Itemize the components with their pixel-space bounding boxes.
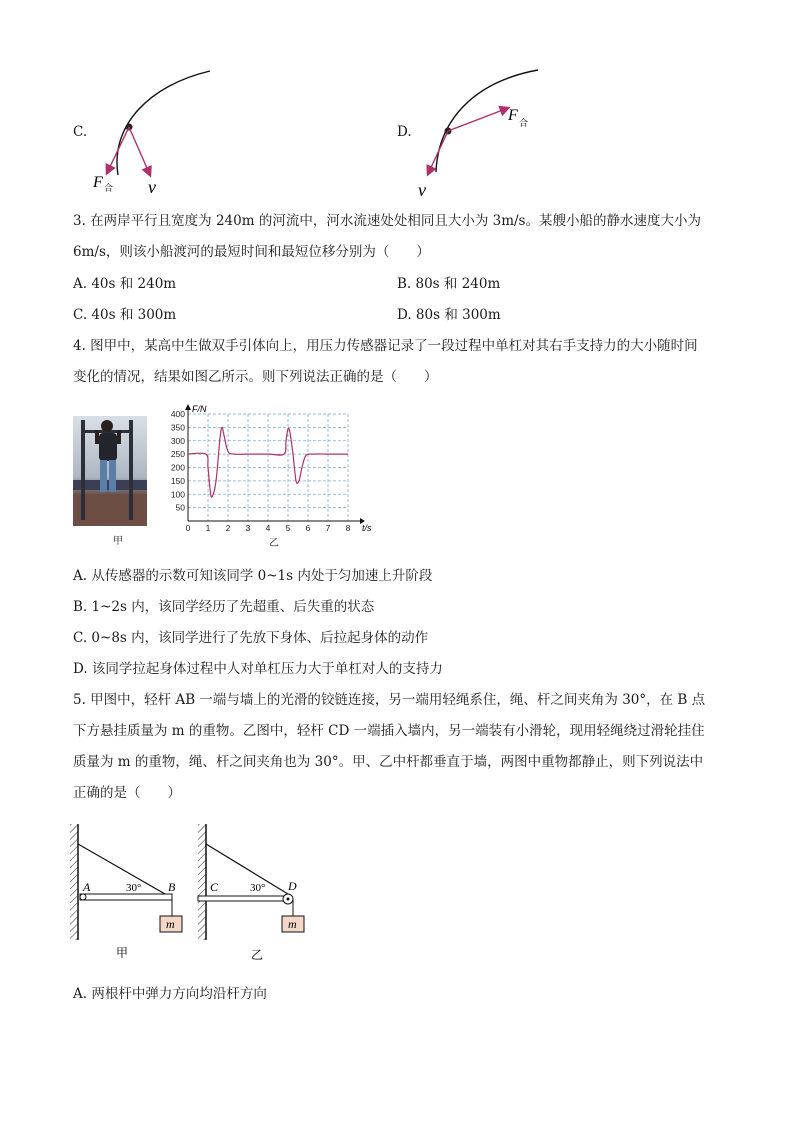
q4-stem-line1: 4. 图甲中，某高中生做双手引体向上，用压力传感器记录了一段过程中单杠对其右手支持力的大小随时间 xyxy=(73,338,698,354)
force-label-sub: 合 xyxy=(104,183,114,193)
option-c-label: C. xyxy=(73,124,88,140)
mass-label: m xyxy=(166,917,175,931)
q3-stem-line1: 3. 在两岸平行且宽度为 240m 的河流中，河水流速处处相同且大小为 3m/s。某艘小船的静水速度大小为 xyxy=(73,213,701,229)
force-label: F xyxy=(93,174,103,191)
x-tick-label: 4 xyxy=(265,523,271,533)
q4-option-c: C. 0~8s 内，该同学进行了先放下身体、后拉起身体的动作 xyxy=(73,630,429,646)
velocity-label: v xyxy=(148,177,156,195)
force-arrow xyxy=(107,127,129,173)
wall-hatch xyxy=(70,824,78,940)
chart-caption: 乙 xyxy=(269,538,279,549)
pullup-photo xyxy=(73,416,147,526)
q3-option-c: C. 40s 和 300m xyxy=(73,307,177,323)
q5-stem-line1: 5. 甲图中，轻杆 AB 一端与墙上的光滑的铰链连接，另一端用轻绳系住，绳、杆之间夹角为 30°，在 B 点 xyxy=(73,692,706,708)
rope xyxy=(78,844,172,898)
rope xyxy=(206,844,288,894)
pulley-axle xyxy=(287,898,290,901)
force-time-chart xyxy=(164,404,384,536)
y-tick-label: 250 xyxy=(170,449,185,460)
chart-axes xyxy=(185,404,365,524)
velocity-arrow xyxy=(428,131,448,174)
q4-option-b: B. 1~2s 内，该同学经历了先超重、后失重的状态 xyxy=(73,599,375,615)
q3-option-a: A. 40s 和 240m xyxy=(73,276,177,292)
wall-hatch xyxy=(198,824,206,940)
force-arrow xyxy=(448,108,508,131)
velocity-label: v xyxy=(418,180,426,200)
trajectory-curve xyxy=(117,71,210,175)
x-tick-label: 5 xyxy=(285,523,291,533)
q5-stem-line4: 正确的是（ ） xyxy=(73,785,181,801)
figure-jia xyxy=(68,820,188,970)
q5-stem-line2: 下方悬挂质量为 m 的重物。乙图中，轻杆 CD 一端插入墙内，另一端装有小滑轮，现用轻绳绕过滑轮挂住 xyxy=(73,723,705,739)
q3-option-b: B. 80s 和 240m xyxy=(397,276,501,292)
option-d-label: D. xyxy=(397,124,412,140)
rod-cd xyxy=(198,896,288,901)
rod-ab xyxy=(80,894,172,900)
y-tick-label: 50 xyxy=(175,502,185,513)
q5-stem-line3: 质量为 m 的重物，绳、杆之间夹角也为 30°。甲、乙中杆都垂直于墙，两图中重物都静止，则下列说法中 xyxy=(73,754,704,770)
q4-stem-line2: 变化的情况，结果如图乙所示。则下列说法正确的是（ ） xyxy=(73,369,438,385)
option-d-figure xyxy=(412,62,562,202)
y-axis-label: F/N xyxy=(192,404,207,414)
y-tick-label: 150 xyxy=(170,475,185,486)
force-label-sub: 合 xyxy=(519,118,529,128)
x-tick-label: 6 xyxy=(305,523,311,533)
chart-grid xyxy=(188,414,348,521)
angle-label: 30° xyxy=(126,882,142,894)
point-d-label: D xyxy=(288,879,297,893)
y-tick-label: 300 xyxy=(170,435,185,446)
q3-option-d: D. 80s 和 300m xyxy=(397,307,501,323)
mass-label: m xyxy=(288,917,297,931)
q3-stem-line2: 6m/s，则该小船渡河的最短时间和最短位移分别为（ ） xyxy=(73,244,430,260)
x-tick-label: 7 xyxy=(325,523,331,533)
point-c-label: C xyxy=(210,880,219,894)
x-axis-label: t/s xyxy=(362,523,372,533)
q4-option-d: D. 该同学拉起身体过程中人对单杠压力大于单杠对人的支持力 xyxy=(73,661,443,677)
y-tick-label: 100 xyxy=(170,489,185,500)
point-b-label: B xyxy=(168,880,176,894)
x-tick-label: 1 xyxy=(205,523,211,533)
force-label: F xyxy=(508,107,518,124)
y-axis-arrow xyxy=(185,404,191,410)
x-tick-label: 3 xyxy=(245,523,251,533)
velocity-arrow xyxy=(129,127,150,175)
q5-option-a: A. 两根杆中弹力方向均沿杆方向 xyxy=(73,986,267,1002)
x-tick-label: 8 xyxy=(345,523,351,533)
photo-caption: 甲 xyxy=(113,536,123,547)
q4-option-a: A. 从传感器的示数可知该同学 0~1s 内处于匀加速上升阶段 xyxy=(73,568,433,584)
figure-caption: 甲 xyxy=(116,946,129,960)
hinge xyxy=(80,894,86,900)
y-tick-label: 400 xyxy=(170,409,185,419)
point-a-label: A xyxy=(83,880,91,894)
x-tick-label: 2 xyxy=(225,523,231,533)
angle-label: 30° xyxy=(250,882,266,894)
y-tick-label: 200 xyxy=(170,462,185,473)
x-tick-label: 0 xyxy=(185,523,191,533)
figure-yi xyxy=(196,820,316,970)
option-c-figure xyxy=(90,65,220,195)
figure-caption: 乙 xyxy=(251,948,264,962)
y-tick-label: 350 xyxy=(170,422,185,433)
